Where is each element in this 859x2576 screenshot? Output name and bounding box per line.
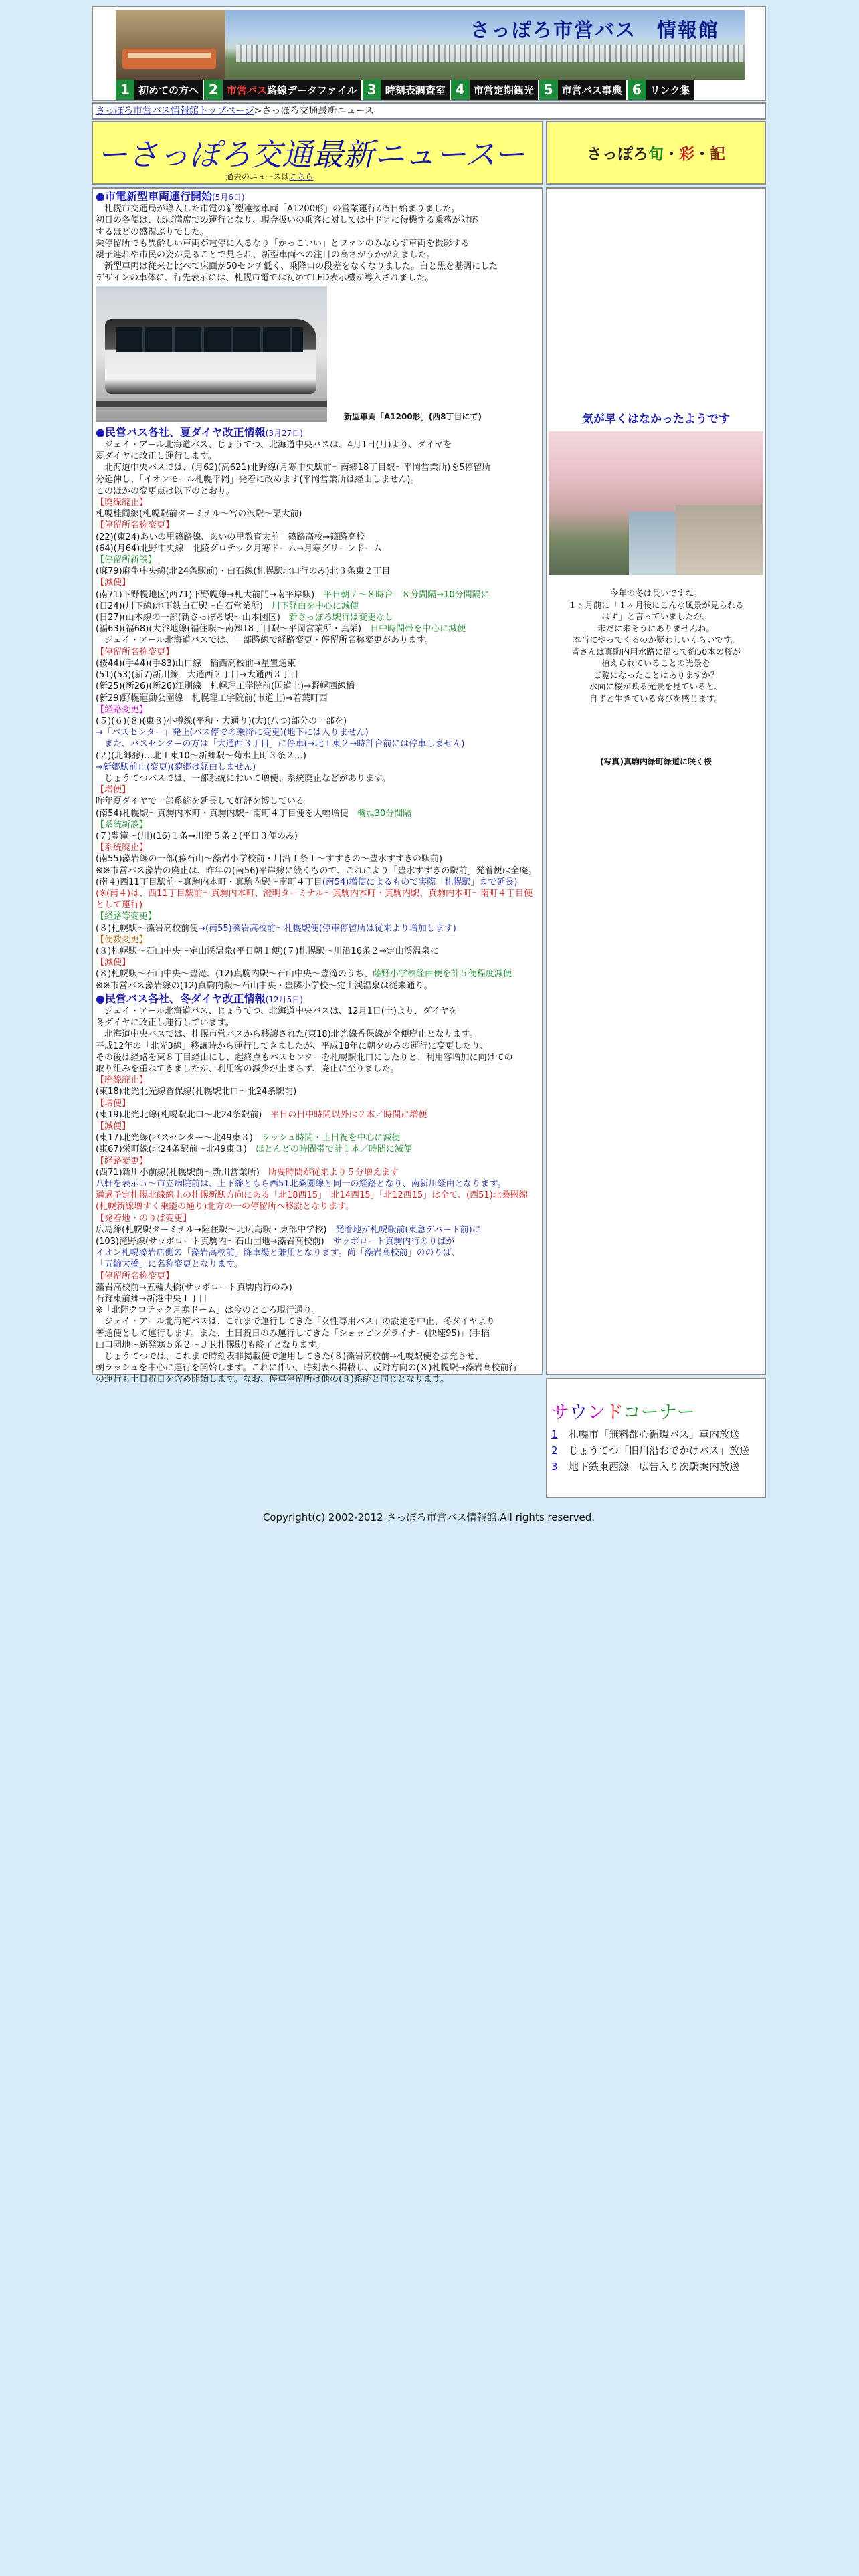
season-title: さっぽろ 旬 ・ 彩 ・ 記: [546, 121, 766, 185]
news-detail-line: 【便数変更】: [96, 934, 149, 945]
news-detail-line: (南55)藻岩線の一部(藤石山～藻岩小学校前・川沿１条１～すすきの～豊水すすきの駅前): [96, 854, 443, 865]
news-detail-line: 【経路等変更】: [96, 911, 157, 922]
tram-photo: [96, 286, 327, 422]
news-text-line: 乗停留所でも異齢しい車両が電停に入るなり「かっこいい」とファンのみならず車両を撮影する: [96, 238, 470, 249]
news-text-line: 冬ダイヤに改正し運行しています。: [96, 1018, 234, 1029]
city-skyline: [236, 45, 745, 62]
sound-item[interactable]: [551, 1442, 761, 1459]
news-detail-line: じょうてつでは、これまで時刻表非掲載便で運用してきた(８)藻岩高校前→札幌駅便を拡充させ、: [96, 1352, 484, 1362]
news-detail-line: 【経路変更】: [96, 704, 149, 715]
news-detail-line: (日27)(山本線の一部(新さっぽろ駅～山本団区) 新さっぽろ駅行は変更なし: [96, 613, 393, 623]
news-detail-line: (※(南４)は、西11丁目駅前～真駒内本町、澄明ターミナル～真駒内本町・真駒内駅、真駒内本町～南町４丁目便として運行): [96, 888, 533, 911]
news-detail-line: (７)豊滝～(川)(16)１条→川沿５条２(平日３便のみ): [96, 831, 298, 841]
news-detail-line: →「バスセンター」発止(バス停での乗降に変更)(地下には入りません): [96, 728, 369, 738]
news-text-line: 夏ダイヤに改正し運行します。: [96, 451, 217, 462]
season-photo-caption: (写真)真駒内緑町緑道に咲く桜: [600, 757, 712, 766]
nav-label: 市営バス事典: [561, 84, 622, 96]
news-detail-line: 【停留所新設】: [96, 555, 157, 566]
news-detail-line: イオン札幌藻岩店側の「藻岩高校前」降車場と兼用となります。尚「藻岩高校前」ののりば、: [96, 1248, 460, 1259]
news-date: (5月6日): [211, 193, 245, 202]
news-detail-line: 石狩東前郷→新港中央１丁目: [96, 1294, 207, 1305]
nav-number: 5: [539, 80, 558, 100]
nav-number: 3: [363, 80, 381, 100]
news-detail-line: (東19)北光北線(札幌駅北口～北24条駅前) 平日の日中時間以外は２本／時間に増便: [96, 1109, 427, 1120]
page-title: ーさっぽろ交通最新ニュースー: [97, 136, 525, 173]
tram-photo-caption: 新型車両「A1200形」(西8丁目にて): [343, 411, 482, 421]
banner-image: [116, 10, 745, 80]
season-text-line: ご覧になったことはありますか？: [593, 669, 719, 680]
news-item: ●市電新型車両運行開始(5月6日) 札幌市交通局が導入した市電の新型連接車両「A1200形」の営業運行が5日始まりました。 初日の各便は、ほぼ満席での運行となり、現金扱いの乗客に対しては中ドアに待機する乗務が対応 するほどの盛況ぶりでした。 乗停留所でも異齢しい車両が電停に入るなり「かっこいい」とファンのみならず車両を撮影する 親子連れや市民の姿が見ることで見られ、新型車両への注目の高さがうかがえました。 新型車両は従来と比べて床面が50センチ低く、乗降口の段差をなくなりました。白と黒を基調にした デザインの車体に、行先表示には、札幌市電では初めてLED表示機が導入されました。 新型車両「A1200形」(西8丁目にて): [96, 191, 539, 423]
main-nav: [116, 80, 695, 100]
news-text-line: するほどの盛況ぶりでした。: [96, 227, 209, 237]
news-detail-line: 八軒を表示５～市立病院前は、上下線ともら西51北桑園線と同一の経路となり、南新川経由となります。: [96, 1179, 506, 1190]
news-detail-line: 普通便として運行します。また、土日祝日のみ運行してきた「ショッピングライナー(快速95)」(手稲: [96, 1328, 490, 1339]
news-detail-line: 藻岩高校前→五輪大橋(サッポロート真駒内行のみ): [96, 1282, 292, 1293]
news-detail-line: (桜44)(手44)(手83)山口線 稲西高校前→星置通東: [96, 658, 296, 669]
sound-item-label: 地下鉄東西線 広告入り次駅案内放送: [569, 1461, 740, 1473]
season-text-line: 本当にやってくるのか疑わしいくらいです。: [572, 635, 739, 645]
news-detail-line: (64)(月64)北野中央線 北陵グロテック月寒ドーム→月寒グリーンドーム: [96, 543, 383, 554]
news-detail-line: (２)(北郷線)…北１東10～新郷駅～菊水上町３条２…): [96, 750, 306, 761]
season-column: [546, 187, 766, 1375]
news-detail-line: ※※市営バス藻岩線の(12)真駒内駅～石山中央・豊隣小学校～定山渓温泉は従来通り。: [96, 980, 433, 991]
news-text-line: その後は経路を東８丁目経由にし、起終点もバスセンターを札幌駅北口にしたりと、利用客増加に向けての: [96, 1052, 513, 1063]
news-text-line: 親子連れや市民の姿が見ることで見られ、新型車両への注目の高さがうかがえました。: [96, 250, 436, 261]
season-text-line: １ヶ月前に「１ヶ月後にこんな風景が見られる: [568, 599, 744, 610]
news-text-line: ジェイ・アール北海道バス、じょうてつ、北海道中央バスは、12月1日(土)より、ダイヤを: [96, 1006, 458, 1016]
news-detail-line: (新29)野幌運動公園線 札幌理工学院前(市道上)→若葉町西: [96, 693, 328, 704]
news-text-line: 北海道中央バスでは、(月62)(高621)北野線(月寒中央駅前～南郷18丁目駅～平岡営業所)を5停留所: [96, 463, 491, 473]
news-detail-line: (東18)北光北光線香保線(札幌駅北口～北24条駅前): [96, 1087, 297, 1097]
news-title-box: [92, 121, 543, 185]
news-detail-line: 【経路変更】: [96, 1156, 149, 1166]
nav-item-3[interactable]: [363, 80, 450, 100]
news-detail-line: の運行も土日祝日を含め開始します。なお、停車停留所は他の(８)系統と同じとなります。: [96, 1374, 450, 1385]
news-detail-line: じょうてつバスでは、一部系統において増便、系統廃止などがあります。: [96, 773, 391, 784]
nav-item-5[interactable]: [539, 80, 626, 100]
news-detail-line: 山口団地～新発寒５条２～ＪＲ札幌駅)も終了となります。: [96, 1339, 325, 1350]
news-item: ●民営バス各社、夏ダイヤ改正情報(3月27日) ジェイ・アール北海道バス、じょうてつ、北海道中央バスは、4月1日(月)より、ダイヤを 夏ダイヤに改正し運行します。 北海道中央バスでは、(月62)(高621)北野線(月寒中央駅前～南郷18丁目駅～平岡営業所)を5停留所 分延伸し、「イオンモール札幌平岡」発着に改めます(平岡営業所は経由しません)。 このほかの変更点は以下のとおり。 【廃線廃止】 札幌桂岡線(札幌駅前ターミナル～宮の沢駅～栗大前) 【停留所名称変更】 (22)(東24)あいの里篠路線、あいの里教育大前 篠路高校→篠路高校 (64)(月64)北野中央線 北陵グロテック月寒ドーム→月寒グリーンドーム 【停留所新設】 (麻79)麻生中央線(北24条駅前)・白石線(札幌駅北口行のみ)北３条東２丁目 【減便】 (南71)下野幌地区(西71)下野幌線→札大前門→南平岸駅) 平日朝７～８時台 ８分間隔→10分間隔に (日24)(川下線)地下鉄白石駅～白石営業所) 川下経由を中心に減便 (日27)(山本線の一部(新さっぽろ駅～山本団区) 新さっぽろ駅行は変更なし (福63)(福68)(大谷地線(福住駅～南郷18丁目駅～平岡営業所・真栄) 日中時間帯を中心に減便 ジェイ・アール北海道バスでは、一部路線で経路変更・停留所名称変更があります。 【停留所名称変更】 (桜44)(手44)(手83)山口線 稲西高校前→星置通東 (51)(53)(新7)新川線 大通西２丁目→大通西３丁目 (新25)(新26)(新26)江別線 札幌理工学院前(国道上)→野幌西線橋 (新29)野幌運動公園線 札幌理工学院前(市道上)→若葉町西 【経路変更】 (５)(６)(８)(東８)小樽線(平和・大通り)(大)(八つ)部分の一部を) →「バスセンター」発止(バス停での乗降に変更)(地下には入りません) また、バスセンターの方は「大通西３丁目」に停車(→北１東２→時計台前には停車しません) (２)(北郷線)…北１東10～新郷駅～菊水上町３条２…) →新郷駅前止(変更)(菊郷は経由しません) じょうてつバスでは、一部系統において増便、系統廃止などがあります。 【増便】 昨年夏ダイヤで一部系統を延長して好評を博している (南54)札幌駅～真駒内本町・真駒内駅～南町４丁目便を大幅増便 概ね30分間隔 【系統新設】 (７)豊滝～(川)(16)１条→川沿５条２(平日３便のみ) 【系統廃止】 (南55)藻岩線の一部(藤石山～藻岩小学校前・川沿１条１～すすきの～豊水すすきの駅前) ※※市営バス藻岩の廃止は、昨年の(南56)平岸線に続くもので、これにより「豊水すすきの駅前」発着便は全廃。 (南４)西11丁目駅前～真駒内本町・真駒内駅～南町４丁目(南54)増便によるもので実際「札幌駅」まで延長) (※(南４)は、西11丁目駅前～真駒内本町、澄明ターミナル～真駒内本町・真駒内駅、真駒内本町～南町４丁目便として運行) 【経路等変更】 (８)札幌駅～藻岩高校前便→(南55)藻岩高校前～札幌駅便(停車停留所は従来より増加します) 【便数変更】 (８)札幌駅～石山中央～定山渓温泉(平日朝１便)(７)札幌駅～川沿16条２→定山渓温泉に 【減便】 (８)札幌駅～石山中央～豊滝、(12)真駒内駅～石山中央～豊滝のうち、藤野小学校経由便を計５便程度減便 ※※市営バス藻岩線の(12)真駒内駅～石山中央・豊隣小学校～定山渓温泉は従来通り。: [96, 427, 539, 992]
season-text-line: 今年の冬は長いですね。: [609, 588, 702, 598]
nav-label: 市営バス路線データファイル: [227, 84, 357, 96]
season-text-line: 皆さんは真駒内用水路に沿って約50本の桜が: [571, 646, 741, 657]
news-detail-line: (22)(東24)あいの里篠路線、あいの里教育大前 篠路高校→篠路高校: [96, 532, 365, 542]
news-text-line: 北海道中央バスでは、札幌市営バスから移譲された(東18)北光線香保線が全便廃止となります。: [96, 1029, 478, 1040]
sound-item-number[interactable]: 2: [551, 1444, 558, 1457]
news-detail-line: (８)札幌駅～石山中央～豊滝、(12)真駒内駅～石山中央～豊滝のうち、藤野小学校経由便を計５便程度減便: [96, 969, 512, 980]
news-detail-line: 昨年夏ダイヤで一部系統を延長して好評を博している: [96, 796, 304, 807]
sound-item-number[interactable]: 3: [551, 1461, 558, 1473]
site-title: さっぽろ市営バス 情報館: [470, 19, 720, 41]
nav-label: リンク集: [650, 84, 690, 96]
sound-item[interactable]: [551, 1426, 761, 1442]
news-detail-line: ※※市営バス藻岩の廃止は、昨年の(南56)平岸線に続くもので、これにより「豊水すすきの駅前」発着便は全廃。: [96, 865, 537, 876]
season-heading: 気が早くはなかったようです: [582, 413, 730, 426]
news-detail-line: 札幌桂岡線(札幌駅前ターミナル～宮の沢駅～栗大前): [96, 509, 302, 520]
news-detail-line: (札幌新線増すく乗能の通り)北方の一の停留所へ移設となります。: [96, 1202, 355, 1212]
news-detail-line: 【停留所名称変更】: [96, 520, 175, 531]
news-detail-line: 「五輪大橋」に名称変更となります。: [96, 1259, 243, 1270]
news-detail-line: 【停留所名称変更】: [96, 1271, 175, 1281]
news-title: 市電新型車両運行開始: [104, 190, 212, 203]
news-detail-line: (南４)西11丁目駅前～真駒内本町・真駒内駅～南町４丁目(南54)増便によるもので実際「札幌駅」まで延長): [96, 877, 518, 887]
nav-item-1[interactable]: [116, 80, 203, 100]
nav-label: 市営定期観光: [473, 84, 534, 96]
news-detail-line: →新郷駅前止(変更)(菊郷は経由しません): [96, 762, 256, 772]
news-detail-line: 【減便】: [96, 958, 131, 968]
past-news: 過去のニュースはこちら: [225, 172, 314, 181]
season-text: [547, 587, 765, 704]
news-detail-line: また、バスセンターの方は「大通西３丁目」に停車(→北１東２→時計台前には停車しません): [96, 739, 465, 750]
news-item: ●民営バス各社、冬ダイヤ改正情報(12月5日) ジェイ・アール北海道バス、じょうてつ、北海道中央バスは、12月1日(土)より、ダイヤを 冬ダイヤに改正し運行しています。 北海道中央バスでは、札幌市営バスから移譲された(東18)北光線香保線が全便廃止となります。 平成12年の「北光3線」移譲時から運行してきましたが、平成18年に朝夕のみの運行に変更したり、 その後は経路を東８丁目経由にし、起終点もバスセンターを札幌駅北口にしたりと、利用客増加に向けての 取り組みを重ねてきましたが、利用客の減少が止まらず、廃止に至りました。 【廃線廃止】 (東18)北光北光線香保線(札幌駅北口～北24条駅前) 【増便】 (東19)北光北線(札幌駅北口～北24条駅前) 平日の日中時間以外は２本／時間に増便 【減便】 (東17)北光線(バスセンター～北49東３) ラッシュ時間・土日祝を中心に減便 (東67)栄町線(北24条駅前～北49東３) ほとんどの時間帯で計１本／時間に減便 【経路変更】 (西71)新川小前線(札幌駅前～新川営業所) 所要時間が従来より５分増えます 八軒を表示５～市立病院前は、上下線ともら西51北桑園線と同一の経路となり、南新川経由となります。 通過予定札幌北線線上の札幌新駅方向にある「北18西15」「北14西15」「北12西15」は全て、(西51)北桑園線 (札幌新線増すく乗能の通り)北方の一の停留所へ移設となります。 【発着地・のりば変更】 広島線(札幌駅ターミナル→陸住駅～北広島駅・東部中学校) 発着地が札幌駅前(東急デパート前)に (103)滝野線(サッポロート真駒内～石山団地→藻岩高校前) サッポロート真駒内行のりばが イオン札幌藻岩店側の「藻岩高校前」降車場と兼用となります。尚「藻岩高校前」ののりば、 「五輪大橋」に名称変更となります。 【停留所名称変更】 藻岩高校前→五輪大橋(サッポロート真駒内行のみ) 石狩東前郷→新港中央１丁目 ※「北陸クロテック月寒ドーム」は今のところ現行通り。 ジェイ・アール北海道バスは、これまで運行してきた「女性専用バス」の設定を中止、冬ダイヤより 普通便として運行します。また、土日祝日のみ運行してきた「ショッピングライナー(快速95)」(手稲 山口団地～新発寒５条２～ＪＲ札幌駅)も終了となります。 じょうてつでは、これまで時刻表非掲載便で運用してきた(８)藻岩高校前→札幌駅便を拡充させ、 朝ラッシュを中心に運行を開始します。これに伴い、時刻表へ掲載し、反対方向の(８)札幌駅→藻岩高校前行 の運行も土日祝日を含め開始します。なお、停車停留所は他の(８)系統と同じとなります。: [96, 993, 539, 1386]
breadcrumb: [92, 102, 766, 120]
sound-list: [551, 1426, 761, 1475]
news-detail-line: 広島線(札幌駅ターミナル→陸住駅～北広島駅・東部中学校) 発着地が札幌駅前(東急デパート前)に: [96, 1224, 481, 1235]
season-text-line: はず」と言っていましたが、: [601, 611, 710, 621]
news-detail-line: (51)(53)(新7)新川線 大通西２丁目→大通西３丁目: [96, 670, 299, 681]
sound-item-label: じょうてつ「旧川沿おでかけバス」放送: [569, 1444, 749, 1457]
news-text-line: デザインの車体に、行先表示には、札幌市電では初めてLED表示機が導入されました。: [96, 273, 434, 284]
sound-corner: [546, 1378, 766, 1498]
nav-number: 2: [204, 80, 223, 100]
nav-label: 初めての方へ: [138, 84, 199, 96]
season-text-line: 未だに来そうにありませんね。: [597, 623, 714, 633]
news-detail-line: (南71)下野幌地区(西71)下野幌線→札大前門→南平岸駅) 平日朝７～８時台 ８分間隔→10分間隔に: [96, 589, 490, 600]
sound-item[interactable]: [551, 1459, 761, 1475]
breadcrumb-separator: >: [254, 106, 262, 116]
news-detail-line: (８)札幌駅～藻岩高校前便→(南55)藻岩高校前～札幌駅便(停車停留所は従来より増加します): [96, 923, 456, 934]
news-detail-line: 【系統廃止】: [96, 843, 149, 853]
bus-photo: [116, 10, 225, 80]
news-detail-line: (８)札幌駅～石山中央～定山渓温泉(平日朝１便)(７)札幌駅～川沿16条２→定山渓温泉に: [96, 946, 439, 956]
news-detail-line: (東67)栄町線(北24条駅前～北49東３) ほとんどの時間帯で計１本／時間に減便: [96, 1144, 412, 1155]
news-detail-line: ジェイ・アール北海道バスは、これまで運行してきた「女性専用バス」の設定を中止、冬ダイヤより: [96, 1317, 495, 1327]
nav-label: 時刻表調査室: [385, 84, 446, 96]
copyright: Copyright(c) 2002-2012 さっぽろ市営バス情報館.All rights reserved.: [262, 1511, 595, 1523]
news-detail-line: 【増便】: [96, 1098, 131, 1109]
news-detail-line: (麻79)麻生中央線(北24条駅前)・白石線(札幌駅北口行のみ)北３条東２丁目: [96, 566, 391, 577]
season-text-line: 自ずと生きている喜びを感じます。: [589, 693, 723, 704]
news-detail-line: ジェイ・アール北海道バスでは、一部路線で経路変更・停留所名称変更があります。: [96, 635, 434, 646]
sound-item-label: 札幌市「無料都心循環バス」車内放送: [569, 1428, 740, 1440]
news-detail-line: 【廃線廃止】: [96, 498, 149, 508]
news-detail-line: 【停留所名称変更】: [96, 647, 175, 657]
news-title: 民営バス各社、冬ダイヤ改正情報: [104, 992, 266, 1005]
news-detail-line: 【減便】: [96, 1121, 131, 1132]
news-text-line: 新型車両は従来と比べて床面が50センチ低く、乗降口の段差をなくなりました。白と黒を基調にした: [96, 261, 498, 272]
nav-number: 4: [451, 80, 470, 100]
nav-number: 6: [628, 80, 646, 100]
news-text-line: 分延伸し、「イオンモール札幌平岡」発着に改めます(平岡営業所は経由しません)。: [96, 474, 419, 485]
news-text-line: 初日の各便は、ほぼ満席での運行となり、現金扱いの乗客に対しては中ドアに待機する乗務が対応: [96, 215, 478, 226]
news-detail-line: (日24)(川下線)地下鉄白石駅～白石営業所) 川下経由を中心に減便: [96, 601, 359, 611]
news-detail-line: 【減便】: [96, 578, 131, 588]
news-text-line: ジェイ・アール北海道バス、じょうてつ、北海道中央バスは、4月1日(月)より、ダイヤを: [96, 440, 452, 451]
news-text-line: このほかの変更点は以下のとおり。: [96, 486, 235, 496]
news-detail-line: ※「北陸クロテック月寒ドーム」は今のところ現行通り。: [96, 1305, 320, 1316]
past-news-link[interactable]: こちら: [289, 172, 314, 181]
site-banner: [92, 6, 766, 101]
news-detail-line: (103)滝野線(サッポロート真駒内～石山団地→藻岩高校前) サッポロート真駒内行のりばが: [96, 1237, 455, 1247]
breadcrumb-current: さっぽろ交通最新ニュース: [262, 106, 374, 116]
news-detail-line: 【系統新設】: [96, 819, 149, 830]
news-detail-line: 【廃線廃止】: [96, 1075, 149, 1086]
news-detail-line: 通過予定札幌北線線上の札幌新駅方向にある「北18西15」「北14西15」「北12西15」は全て、(西51)北桑園線: [96, 1190, 528, 1201]
cherry-blossom-photo: [549, 431, 763, 575]
news-text-line: 取り組みを重ねてきましたが、利用客の減少が止まらず、廃止に至りました。: [96, 1064, 399, 1074]
nav-number: 1: [116, 80, 134, 100]
sound-item-number[interactable]: 1: [551, 1428, 558, 1440]
news-date: (3月27日): [265, 428, 303, 438]
nav-item-2[interactable]: [204, 80, 361, 100]
news-detail-line: (新25)(新26)(新26)江別線 札幌理工学院前(国道上)→野幌西線橋: [96, 681, 355, 692]
breadcrumb-home-link[interactable]: さっぽろ市営バス情報館トップページ: [96, 106, 254, 116]
news-detail-line: (西71)新川小前線(札幌駅前～新川営業所) 所要時間が従来より５分増えます: [96, 1167, 399, 1178]
news-detail-line: (５)(６)(８)(東８)小樽線(平和・大通り)(大)(八つ)部分の一部を): [96, 716, 347, 726]
news-detail-line: (福63)(福68)(大谷地線(福住駅～南郷18丁目駅～平岡営業所・真栄) 日中時間帯を中心に減便: [96, 624, 466, 635]
nav-item-4[interactable]: [451, 80, 538, 100]
news-title: 民営バス各社、夏ダイヤ改正情報: [104, 425, 266, 439]
sound-corner-title: サウンドコーナー: [551, 1402, 695, 1423]
news-detail-line: 朝ラッシュを中心に運行を開始します。これに伴い、時刻表へ掲載し、反対方向の(８)札幌駅→藻岩高校前行: [96, 1363, 518, 1374]
season-text-line: 植えられていることの光景を: [601, 658, 710, 668]
news-detail-line: 【増便】: [96, 785, 131, 796]
news-text-line: 平成12年の「北光3線」移譲時から運行してきましたが、平成18年に朝夕のみの運行に変更したり、: [96, 1041, 489, 1051]
nav-item-6[interactable]: [628, 80, 694, 100]
season-text-line: 水面に桜が映る光景を見ていると、: [589, 681, 723, 691]
news-text-line: 札幌市交通局が導入した市電の新型連接車両「A1200形」の営業運行が5日始まりました。: [96, 204, 460, 215]
news-detail-line: (東17)北光線(バスセンター～北49東３) ラッシュ時間・土日祝を中心に減便: [96, 1133, 401, 1144]
news-date: (12月5日): [265, 994, 303, 1004]
news-list: [92, 187, 543, 1385]
news-detail-line: (南54)札幌駅～真駒内本町・真駒内駅～南町４丁目便を大幅増便 概ね30分間隔: [96, 808, 412, 819]
news-detail-line: 【発着地・のりば変更】: [96, 1213, 192, 1224]
